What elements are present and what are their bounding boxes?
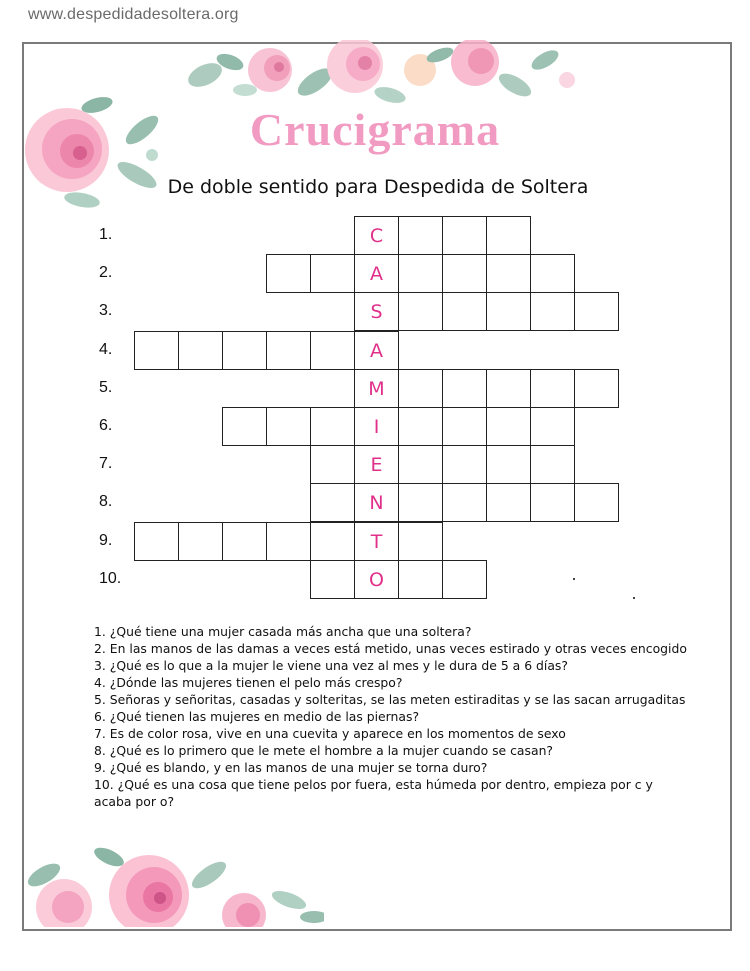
answer-cell[interactable]: [442, 254, 487, 293]
row-number: 8.: [99, 493, 113, 510]
page-subtitle: De doble sentido para Despedida de Soltera: [167, 176, 589, 198]
answer-cell[interactable]: [486, 292, 531, 331]
hidden-word-cell: A: [354, 254, 399, 293]
answer-cell[interactable]: [442, 292, 487, 331]
answer-cell[interactable]: [486, 445, 531, 484]
answer-cell[interactable]: [530, 254, 575, 293]
answer-cell[interactable]: [398, 216, 443, 255]
hidden-word-cell: O: [354, 560, 399, 599]
hidden-word-cell: T: [354, 522, 399, 561]
row-number: 6.: [99, 417, 113, 434]
stray-mark: [573, 578, 575, 580]
site-url[interactable]: www.despedidadesoltera.org: [28, 6, 239, 23]
clue-list: [94, 623, 694, 810]
answer-cell[interactable]: [310, 445, 355, 484]
answer-cell[interactable]: [178, 331, 223, 370]
answer-cell[interactable]: [486, 369, 531, 408]
clue-item: 2. En las manos de las damas a veces está metido, unas veces estirado y otras veces encogido: [94, 641, 687, 656]
answer-cell[interactable]: [398, 445, 443, 484]
answer-cell[interactable]: [134, 522, 179, 561]
answer-cell[interactable]: [178, 522, 223, 561]
answer-cell[interactable]: [310, 560, 355, 599]
clue-item: 1. ¿Qué tiene una mujer casada más ancha que una soltera?: [94, 624, 472, 639]
answer-cell[interactable]: [222, 522, 267, 561]
answer-cell[interactable]: [310, 331, 355, 370]
answer-cell[interactable]: [266, 522, 311, 561]
answer-cell[interactable]: [310, 407, 355, 446]
answer-cell[interactable]: [574, 483, 619, 522]
answer-cell[interactable]: [398, 483, 443, 522]
answer-cell[interactable]: [442, 216, 487, 255]
answer-cell[interactable]: [266, 331, 311, 370]
answer-cell[interactable]: [530, 369, 575, 408]
clue-item: 10. ¿Qué es una cosa que tiene pelos por fuera, esta húmeda por dentro, empieza por c y acaba por o?: [94, 777, 653, 809]
answer-cell[interactable]: [530, 483, 575, 522]
hidden-word-cell: N: [354, 483, 399, 522]
clue-item: 4. ¿Dónde las mujeres tienen el pelo más crespo?: [94, 675, 403, 690]
answer-cell[interactable]: [222, 331, 267, 370]
answer-cell[interactable]: [442, 445, 487, 484]
answer-cell[interactable]: [486, 254, 531, 293]
hidden-word-cell: C: [354, 216, 399, 255]
clue-item: 3. ¿Qué es lo que a la mujer le viene una vez al mes y le dura de 5 a 6 días?: [94, 658, 568, 673]
row-number: 1.: [99, 226, 113, 243]
clue-item: 6. ¿Qué tienen las mujeres en medio de las piernas?: [94, 709, 420, 724]
answer-cell[interactable]: [398, 560, 443, 599]
row-number: 10.: [99, 570, 122, 587]
answer-cell[interactable]: [574, 369, 619, 408]
hidden-word-cell: S: [354, 292, 399, 331]
page-title: Crucigrama: [249, 104, 501, 155]
answer-cell[interactable]: [442, 483, 487, 522]
row-number: 3.: [99, 302, 113, 319]
row-number: 2.: [99, 264, 113, 281]
answer-cell[interactable]: [486, 216, 531, 255]
answer-cell[interactable]: [574, 292, 619, 331]
answer-cell[interactable]: [486, 407, 531, 446]
answer-cell[interactable]: [530, 407, 575, 446]
row-number: 7.: [99, 455, 113, 472]
row-number: 4.: [99, 341, 113, 358]
row-number: 5.: [99, 379, 113, 396]
floral-bottom-decoration: [24, 845, 324, 927]
answer-cell[interactable]: [310, 254, 355, 293]
row-number: 9.: [99, 532, 113, 549]
answer-cell[interactable]: [310, 483, 355, 522]
answer-cell[interactable]: [398, 522, 443, 561]
answer-cell[interactable]: [398, 407, 443, 446]
answer-cell[interactable]: [530, 445, 575, 484]
answer-cell[interactable]: [530, 292, 575, 331]
hidden-word-cell: I: [354, 407, 399, 446]
hidden-word-cell: E: [354, 445, 399, 484]
clue-item: 8. ¿Qué es lo primero que le mete el hombre a la mujer cuando se casan?: [94, 743, 553, 758]
clue-item: 7. Es de color rosa, vive en una cuevita y aparece en los momentos de sexo: [94, 726, 566, 741]
answer-cell[interactable]: [398, 292, 443, 331]
clue-item: 5. Señoras y señoritas, casadas y solteritas, se las meten estiraditas y se las sacan arrugaditas: [94, 692, 686, 707]
answer-cell[interactable]: [310, 522, 355, 561]
answer-cell[interactable]: [266, 407, 311, 446]
hidden-word-cell: M: [354, 369, 399, 408]
answer-cell[interactable]: [442, 407, 487, 446]
stray-mark: [633, 597, 635, 599]
answer-cell[interactable]: [398, 254, 443, 293]
clue-item: 9. ¿Qué es blando, y en las manos de una mujer se torna duro?: [94, 760, 488, 775]
answer-cell[interactable]: [134, 331, 179, 370]
answer-cell[interactable]: [442, 369, 487, 408]
answer-cell[interactable]: [266, 254, 311, 293]
answer-cell[interactable]: [222, 407, 267, 446]
answer-cell[interactable]: [398, 369, 443, 408]
hidden-word-cell: A: [354, 331, 399, 370]
answer-cell[interactable]: [442, 560, 487, 599]
answer-cell[interactable]: [486, 483, 531, 522]
